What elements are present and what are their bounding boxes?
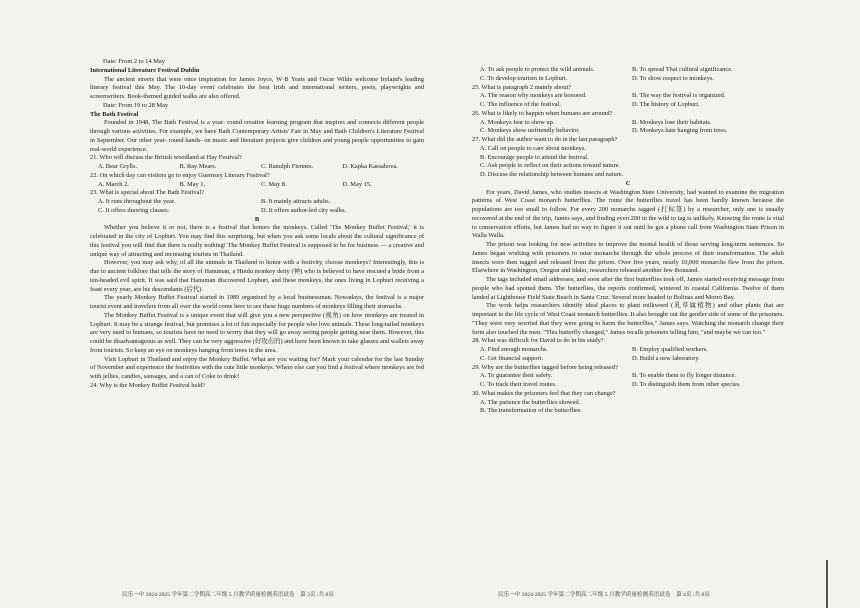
option: D. The history of Lopburi. [632, 101, 700, 108]
option: B. May 1. [179, 180, 206, 188]
option: D. May 15. [342, 180, 372, 188]
option: B. Encourage people to attend the festival. [480, 153, 589, 161]
passage-c-paragraph-4: The work helps researchers identify ideal places to plant milkweed (乳草属植物) and other plants that are important to the life cycle of West Coast monarch butterflies. It also brought out the gentler side of some of the prisoners. "They were very worried that they were going to harm the butterflies," James says. Watching the monarch change their form also touched the men. "This butterfly changed," James recalls prisoners telling him, "and maybe we can too." [472, 302, 784, 336]
passage-c-paragraph-3: The tags included email addresses, and soon after the first butterflies took off, James started receiving message from people who had spotted them. The butterflies, the reports confirmed, wintered in coastal California. Twelve of them landed at Lighthouse Field State Beach in Santa Cruz. Several more headed to Bolinas and Morro Bay. [472, 276, 784, 301]
option: D. It offers author-led city walks. [261, 206, 347, 214]
festival3-title: The Bath Festival [90, 110, 139, 118]
question-24-options-row2 [472, 75, 784, 84]
festival2-date: Date: From 19 to 28 May [103, 101, 169, 109]
option: A. The patience the butterflies showed. [480, 398, 581, 406]
question-21-options [90, 163, 424, 172]
option: B. Employ qualified workers. [632, 346, 708, 353]
option: C. Ranulph Fiennes. [261, 163, 314, 170]
question-23-options-row1 [90, 198, 424, 207]
festival3-body: Founded in 1948, The Bath Festival is a year- round creative learning program that inspires and connects different people through various activities. For example, we have Bath Contemporary Artists' Fair in May and Bath Children's Literature Festival in September. Our other year- round hands- on music and literature projects give children and young people opportunities to gain real-world experience. [90, 119, 424, 153]
option: A. Call on people to care about monkeys. [480, 144, 586, 152]
option: D. To show respect to monkeys. [632, 74, 714, 82]
option: C. Get financial support. [480, 354, 544, 362]
section-c-heading: C [625, 179, 631, 187]
option: C. It offers drawing classes. [98, 206, 170, 214]
option: C. May 8. [261, 180, 287, 188]
option: A. To ask people to protect the wild animals. [480, 66, 595, 73]
option: B. The way the festival is organized. [632, 92, 726, 100]
question-21: 21. Who will discuss the British woodland at Hay Festival? [90, 154, 242, 162]
festival2-body: The ancient streets that were once inspiration for James Joyce, W·B Yeats and Oscar Wilde welcome Ireland's leading literary festival this May. The 10-day event celebrates the best Irish and international writers, poets, playwrights and screenwriters. Book-themed guided walks are also offered. [90, 75, 424, 100]
option: D. Build a new laboratory. [632, 354, 700, 362]
question-27: 27. What did the author want to do in the last paragraph? [472, 136, 618, 143]
question-25-options-row2 [472, 101, 784, 110]
festival2-title: International Literature Festival Dublin [90, 66, 200, 74]
passage-b-paragraph-5: Visit Lopburi in Thailand and enjoy the Monkey Buffet. What are you waiting for? Mark your calendar for the last Sunday of November and experience the festivities with the cute little monkeys. Where else can you find a festival where monkeys are fed with jellies, candies, sausages, and a can of Coke to drink! [90, 355, 424, 380]
left-column [90, 58, 424, 391]
option: C. To track their travel routes. [480, 381, 557, 388]
question-29-options-row1 [472, 372, 784, 381]
option: D. To distinguish them from other species. [632, 381, 741, 388]
section-b-heading: B [254, 215, 260, 223]
question-30: 30. What makes the prisoners feel that they can change? [472, 389, 616, 397]
passage-b-paragraph-4: The Monkey Buffet Festival is a unique event that will give you a new perspective (视角) on how monkeys are treated in Lopburi. It may be a strange festival, but promises a lot of fun especially for people who love animals. These long-tailed monkeys are very used to humans, so tourists have no need to worry that they will go away seeing people getting near them. However, this could be disadvantageous as well. They can be very aggressive (好攻击的) and have been known to take glasses and wallets away from tourists. So keep an eye on monkeys hanging from trees in the area. [90, 311, 424, 354]
page-footer-right: 民乐一中 2024-2025 学年第二学期高二年级 5 月教学质量检测英语试卷 第 4页 /共 8页 [498, 592, 710, 598]
question-28-options-row2 [472, 355, 784, 364]
page-footer-left: 民乐一中 2024-2025 学年第二学期高二年级 5 月教学质量检测英语试卷 第 3页 /共 8页 [122, 592, 334, 598]
question-25-options-row1 [472, 92, 784, 101]
question-26-options-row1 [472, 119, 784, 128]
option: A. Monkeys fear to show up. [480, 118, 555, 126]
passage-b-paragraph-2: However, you may ask why, of all the animals in Thailand to honor with a festivity, choose monkeys? Interestingly, this is due to ancient folklore that tells the story of Hanuman, a Hindu monkey deity (神) who is believed to have rescued a bride from a ten-headed evil spirit. It was said that Hanuman discovered Lopburi, and these monkeys, the ones living in Lopburi receiving a feast every year, are his descendants (后代). [90, 259, 424, 293]
option: A. It runs throughout the year. [98, 198, 176, 205]
option: B. It mainly attracts adults. [261, 198, 331, 205]
festival1-date: Date: From 2 to 14 May [103, 58, 165, 65]
question-26: 26. What is likely to happen when humans are around? [472, 109, 613, 117]
option: D. Discuss the relationship between humans and nature. [480, 171, 624, 178]
option: A. Find enough monarchs. [480, 346, 548, 353]
option: A. March 2. [98, 180, 129, 188]
passage-c-paragraph-1: For years, David James, who studies insects at Washington State University, had wanted to examine the migration patterns of West Coast monarch butterflies. The route the butterflies travel has been hardly known because the populations are too small to follow. For every 200 monarchs tagged (打标签) by a researcher, only one is usually recovered at the end of the trip, James says, and finding even 200 in the wild to tag is unlikely. Knowing the route is vital to conservation efforts, but James had no way to figure it out until he got a phone call from Washington State Prison in Walla Walla. [472, 188, 784, 240]
question-26-options-row2 [472, 127, 784, 136]
option: C. Ask people to reflect on their actions toward nature. [480, 162, 621, 170]
scan-mark [826, 560, 828, 608]
question-28-options-row1 [472, 346, 784, 355]
question-22-options [90, 181, 424, 190]
option: A. Bear Grylls. [98, 163, 138, 170]
option: B. The transformation of the butterflies. [480, 407, 582, 415]
question-23: 23. What is special about The Bath Festival? [90, 189, 205, 197]
option: B. To enable them to fly longer distance. [632, 372, 736, 380]
question-24: 24. Why is the Monkey Buffet Festival held? [90, 381, 206, 389]
question-24-options-row1 [472, 66, 784, 75]
question-23-options-row2 [90, 207, 424, 216]
option: B. Ray Mears. [179, 163, 217, 170]
option: B. To spread Thai cultural significance. [632, 66, 733, 73]
right-column [472, 66, 784, 416]
option: D. Kapka Kassabova. [342, 163, 398, 170]
question-25: 25. What is paragraph 2 mainly about? [472, 83, 572, 91]
option: B. Monkeys lose their habitats. [632, 118, 712, 126]
option: C. To develop tourism in Lopburi. [480, 74, 568, 82]
passage-b-paragraph-3: The yearly Monkey Buffet Festival started in 1989 organized by a local businessman. Nowadays, the festival is a major tourist event and travelers from all over the world come here to see these huge numbers of monkeys filling their stomachs. [90, 294, 424, 310]
option: C. The influence of the festival. [480, 101, 561, 108]
question-29: 29. Why are the butterflies tagged before being released? [472, 363, 618, 371]
option: A. The reason why monkeys are honored. [480, 92, 587, 100]
question-28: 28. What was difficult for David to do in his study? [472, 337, 604, 345]
passage-b-paragraph-1: Whether you believe it or not, there is a festival that honors the monkeys. Called 'The Monkey Buffet Festival,' it is celebrated in the city of Lopburi. You may find this surprising, but when you ask some locals about the cultural significance of this festival you will find that there is really nothing! The Monkey Buffet Festival is supposed to be for business — a creative and unique way of attracting and increasing tourists in Thailand. [90, 224, 424, 258]
passage-c-paragraph-2: The prison was looking for new activities to improve the mental health of those serving long-term sentences. So James began working with prisoners to raise monarchs through the whole process of their transformation. The adult insects were then tagged and released from the prison. Over five years, nearly 10,000 monarchs flew from the prison. Elsewhere in Washington, Oregon and Idaho, researchers released another few thousand. [472, 241, 784, 275]
option: D. Monkeys hate hanging from trees. [632, 127, 728, 135]
option: C. Monkeys show unfriendly behavior. [480, 127, 580, 135]
question-22: 22. On which day can visitors go to enjoy Guernsey Literary Festival? [90, 171, 270, 179]
question-29-options-row2 [472, 381, 784, 390]
option: A. To guarantee their safety. [480, 372, 553, 380]
